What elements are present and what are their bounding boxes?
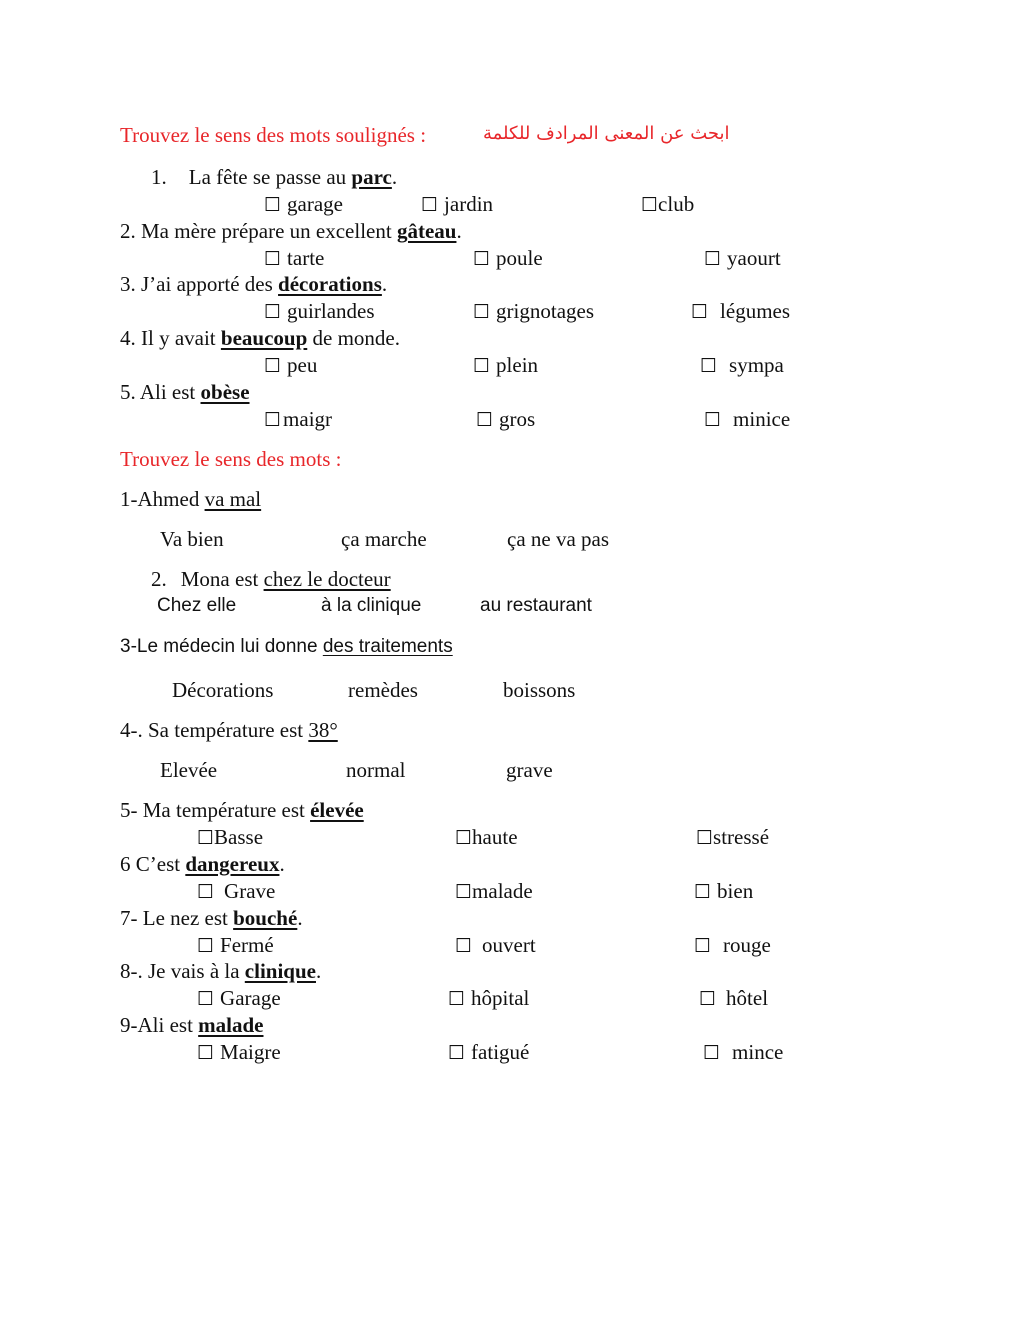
checkbox-icon[interactable]: ☐ <box>455 881 473 903</box>
option-stresse[interactable] <box>696 825 769 850</box>
question-4 <box>120 326 400 350</box>
option-plein[interactable] <box>473 353 538 378</box>
option-label: malade <box>472 879 533 903</box>
question-text: La fête se passe au <box>188 165 352 189</box>
checkbox-icon[interactable]: ☐ <box>641 194 659 216</box>
keyword: obèse <box>200 380 250 404</box>
punctuation: . <box>315 959 322 983</box>
punctuation: . <box>381 272 388 296</box>
option-garage[interactable] <box>197 986 281 1011</box>
keyword: parc <box>351 165 392 189</box>
option-label: gros <box>499 407 536 431</box>
option-bien[interactable] <box>694 879 753 904</box>
option-label: peu <box>287 353 318 377</box>
checkbox-icon[interactable]: ☐ <box>703 1042 721 1064</box>
punctuation: . <box>456 219 462 243</box>
option-minice[interactable] <box>704 407 790 432</box>
keyword: bouché <box>233 906 298 930</box>
keyword: élevée <box>310 798 364 822</box>
option-hopital[interactable] <box>448 986 529 1011</box>
keyword: malade <box>198 1013 264 1037</box>
s2-question-6 <box>120 852 285 876</box>
checkbox-icon[interactable]: ☐ <box>197 827 215 849</box>
punctuation: . <box>279 852 285 876</box>
option-label: grignotages <box>496 299 595 323</box>
option-yaourt[interactable] <box>704 246 781 271</box>
question-text: 7- Le nez est <box>120 906 234 930</box>
keyword: gâteau <box>396 219 457 243</box>
option-label: Grave <box>224 879 276 903</box>
checkbox-icon[interactable]: ☐ <box>197 1042 215 1064</box>
option-ferme[interactable] <box>197 933 274 958</box>
s2-question-7 <box>120 906 303 930</box>
option-label: maigr <box>283 407 333 431</box>
option-club[interactable] <box>641 192 694 217</box>
option-chez-elle[interactable]: Chez elle <box>157 595 237 616</box>
option-label: guirlandes <box>287 299 375 323</box>
question-text: 3. J’ai apporté des <box>120 272 279 296</box>
checkbox-icon[interactable]: ☐ <box>704 409 722 431</box>
option-legumes[interactable] <box>691 299 790 324</box>
question-text: 3-Le médecin lui donne <box>120 636 323 657</box>
option-jardin[interactable] <box>421 192 493 217</box>
question-number: 1. <box>151 165 167 189</box>
punctuation: . <box>391 165 398 189</box>
option-label: Garage <box>220 986 281 1010</box>
checkbox-icon[interactable]: ☐ <box>264 248 282 270</box>
option-va-bien[interactable]: Va bien <box>160 527 224 551</box>
option-gros[interactable] <box>476 407 535 432</box>
s2-question-5 <box>120 798 364 822</box>
option-label: Maigre <box>220 1040 281 1064</box>
option-elevee[interactable]: Elevée <box>160 758 218 782</box>
keyword: dangereux <box>185 852 280 876</box>
option-label: fatigué <box>471 1040 530 1064</box>
question-text: 4. Il y avait <box>120 326 221 350</box>
option-label: légumes <box>720 299 791 323</box>
checkbox-icon[interactable]: ☐ <box>455 827 473 849</box>
option-label: Basse <box>214 825 264 849</box>
checkbox-icon[interactable]: ☐ <box>696 827 714 849</box>
option-a-la-clinique[interactable]: à la clinique <box>321 595 422 616</box>
checkbox-icon[interactable]: ☐ <box>473 301 491 323</box>
checkbox-icon[interactable]: ☐ <box>694 935 712 957</box>
checkbox-icon[interactable]: ☐ <box>455 935 473 957</box>
option-maigre[interactable] <box>197 1040 281 1065</box>
option-label: minice <box>733 407 791 431</box>
option-poule[interactable] <box>473 246 543 271</box>
option-label: jardin <box>444 192 494 216</box>
question-text: 2. Ma mère prépare un excellent <box>120 219 397 243</box>
section1-title: Trouvez le sens des mots soulignés : <box>120 123 427 147</box>
option-label: rouge <box>723 933 771 957</box>
option-label: garage <box>287 192 344 216</box>
option-ca-ne-va-pas[interactable]: ça ne va pas <box>507 527 610 551</box>
question-number: 2. <box>151 567 167 591</box>
checkbox-icon[interactable]: ☐ <box>476 409 494 431</box>
option-grave[interactable] <box>197 879 275 904</box>
option-guirlandes[interactable] <box>264 299 375 324</box>
question-text-end: de monde. <box>307 326 400 350</box>
option-garage[interactable] <box>264 192 343 217</box>
option-ca-marche[interactable]: ça marche <box>341 527 427 551</box>
option-sympa[interactable] <box>700 353 784 378</box>
question-text: 8-. Je vais à la <box>120 959 245 983</box>
checkbox-icon[interactable]: ☐ <box>473 355 491 377</box>
checkbox-icon[interactable]: ☐ <box>264 355 282 377</box>
checkbox-icon[interactable]: ☐ <box>704 248 722 270</box>
option-label: sympa <box>729 353 784 377</box>
option-ouvert[interactable] <box>455 933 536 958</box>
option-malade[interactable] <box>455 879 533 904</box>
option-label: tarte <box>287 246 325 270</box>
question-1 <box>151 165 397 189</box>
checkbox-icon[interactable]: ☐ <box>197 988 215 1010</box>
question-text: 5- Ma température est <box>120 798 311 822</box>
option-remedes[interactable]: remèdes <box>348 678 418 702</box>
question-text: Mona est <box>180 567 264 591</box>
option-haute[interactable] <box>455 825 518 850</box>
keyword: des traitements <box>322 636 453 657</box>
s2-question-9 <box>120 1013 263 1037</box>
checkbox-icon[interactable]: ☐ <box>264 409 282 431</box>
checkbox-icon[interactable]: ☐ <box>264 301 282 323</box>
s2-question-4 <box>120 718 338 742</box>
option-tarte[interactable] <box>264 246 324 271</box>
option-fatigue[interactable] <box>448 1040 529 1065</box>
option-grignotages[interactable] <box>473 299 594 324</box>
keyword: chez le docteur <box>263 567 391 591</box>
option-label: yaourt <box>727 246 781 270</box>
option-boissons[interactable]: boissons <box>503 678 576 702</box>
checkbox-icon[interactable]: ☐ <box>197 881 215 903</box>
keyword: beaucoup <box>220 326 308 350</box>
checkbox-icon[interactable]: ☐ <box>700 355 718 377</box>
option-label: poule <box>496 246 543 270</box>
option-label: hôtel <box>726 986 769 1010</box>
question-text: 9-Ali est <box>120 1013 199 1037</box>
option-label: bien <box>717 879 754 903</box>
keyword: 38° <box>308 718 338 742</box>
option-basse[interactable] <box>197 825 263 850</box>
question-2 <box>120 219 462 243</box>
checkbox-icon[interactable]: ☐ <box>473 248 491 270</box>
option-label: hôpital <box>471 986 530 1010</box>
checkbox-icon[interactable]: ☐ <box>264 194 282 216</box>
option-peu[interactable] <box>264 353 317 378</box>
option-hotel[interactable] <box>699 986 768 1011</box>
s2-question-1 <box>120 487 261 511</box>
keyword: décorations <box>278 272 382 296</box>
option-label: plein <box>496 353 539 377</box>
option-label: club <box>658 192 695 216</box>
checkbox-icon[interactable]: ☐ <box>694 881 712 903</box>
s2-question-8 <box>120 959 321 983</box>
question-text: 5. Ali est <box>120 380 201 404</box>
checkbox-icon[interactable]: ☐ <box>421 194 439 216</box>
option-maigr[interactable] <box>264 407 332 432</box>
question-text: 6 C’est <box>120 852 186 876</box>
option-label: haute <box>472 825 518 849</box>
option-decorations[interactable]: Décorations <box>172 678 274 702</box>
s2-question-3 <box>120 636 453 658</box>
checkbox-icon[interactable]: ☐ <box>448 988 466 1010</box>
question-3 <box>120 272 387 296</box>
punctuation: . <box>297 906 303 930</box>
option-label: mince <box>732 1040 784 1064</box>
checkbox-icon[interactable]: ☐ <box>699 988 717 1010</box>
checkbox-icon[interactable]: ☐ <box>448 1042 466 1064</box>
option-normal[interactable]: normal <box>346 758 406 782</box>
option-grave[interactable]: grave <box>506 758 553 782</box>
option-label: Fermé <box>220 933 274 957</box>
option-label: ouvert <box>482 933 536 957</box>
option-au-restaurant[interactable]: au restaurant <box>480 595 592 616</box>
checkbox-icon[interactable]: ☐ <box>691 301 709 323</box>
keyword: clinique <box>244 959 316 983</box>
question-text: 4-. Sa température est <box>120 718 309 742</box>
option-rouge[interactable] <box>694 933 771 958</box>
section2-title: Trouvez le sens des mots : <box>120 447 342 471</box>
checkbox-icon[interactable]: ☐ <box>197 935 215 957</box>
question-text: 1-Ahmed <box>120 487 205 511</box>
section1-title-arabic: ابحث عن المعنى المرادف للكلمة <box>483 123 730 144</box>
question-5 <box>120 380 250 404</box>
keyword: va mal <box>204 487 262 511</box>
s2-question-2 <box>151 567 391 591</box>
option-mince[interactable] <box>703 1040 783 1065</box>
option-label: stressé <box>713 825 770 849</box>
